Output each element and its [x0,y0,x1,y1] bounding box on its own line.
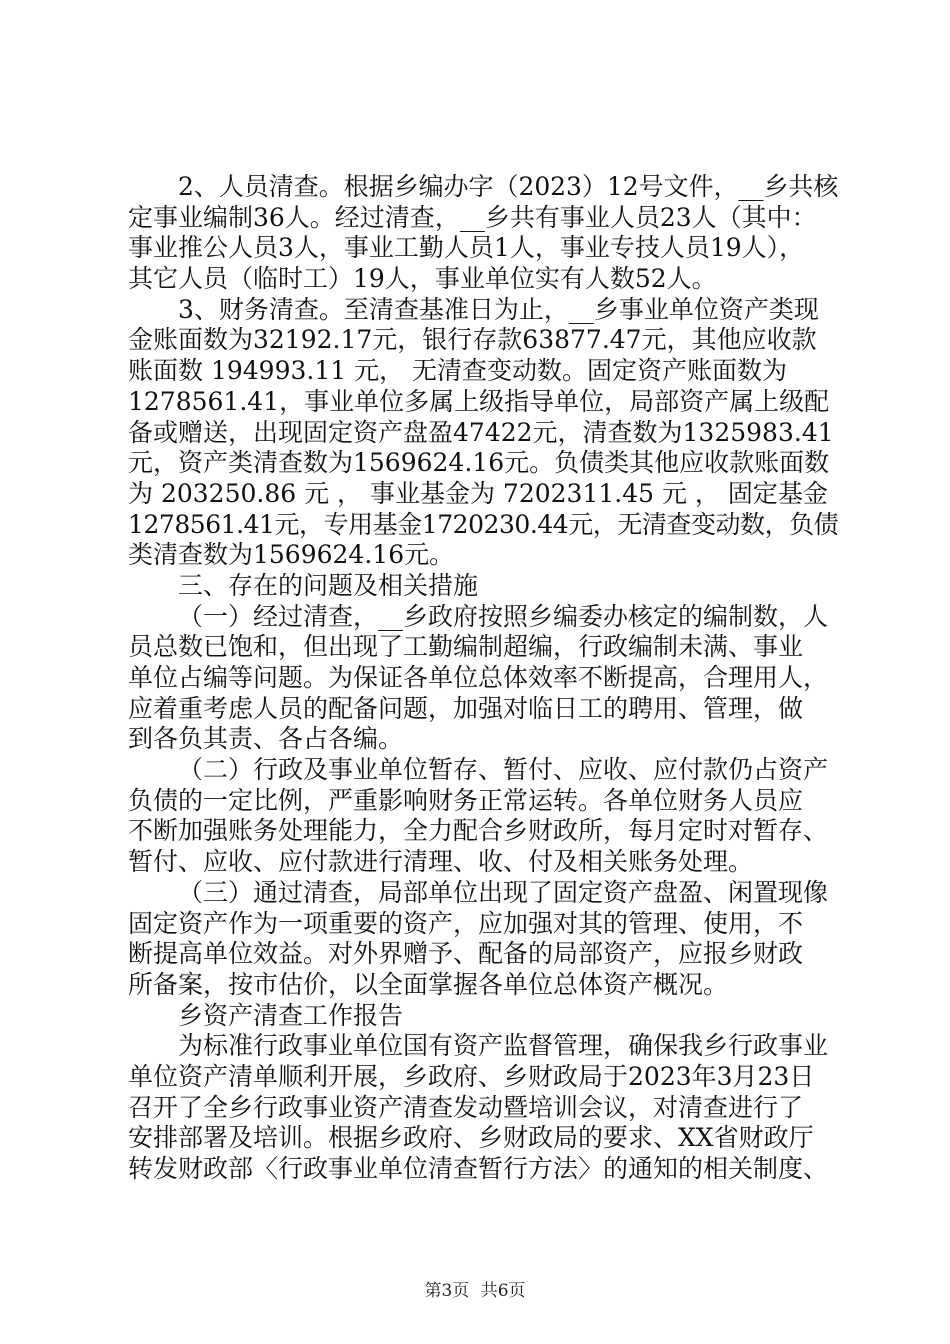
text-line: 乡资产清查工作报告 [178,1000,404,1030]
text-line: 暂付、应收、应付款进行清理、收、付及相关账务处理。 [128,847,754,877]
text-line: 不断加强账务处理能力，全力配合乡财政所，每月定时对暂存、 [128,816,829,846]
text-line: 单位资产清单顺利开展，乡政府、乡财政局于2023年3月23日 [128,1061,815,1091]
text-line: 备或赠送，出现固定资产盘盈47422元，清查数为1325983.41 [128,417,834,447]
text-line: 1278561.41，事业单位多属上级指导单位，局部资产属上级配 [128,386,830,416]
text-line: 所备案，按市估价，以全面掌握各单位总体资产概况。 [128,969,729,999]
text-line: 元，资产类清查数为1569624.16元。负债类其他应收款账面数 [128,448,830,478]
text-line: 单位占编等问题。为保证各单位总体效率不断提高，合理用人， [128,663,829,692]
text-line: 金账面数为32192.17元，银行存款63877.47元，其他应收款 [128,325,817,355]
text-line: （一）经过清查，__乡政府按照乡编委办核定的编制数，人 [178,601,829,631]
text-line: 断提高单位效益。对外界赠予、配备的局部资产，应报乡财政 [128,939,804,969]
text-line: 应着重考虑人员的配备问题，加强对临日工的聘用、管理，做 [128,693,804,723]
text-line: 安排部署及培训。根据乡政府、乡财政局的要求、XX省财政厅 [128,1123,814,1153]
text-line: 负债的一定比例，严重影响财务正常运转。各单位财务人员应 [128,785,804,815]
text-line: 员总数已饱和，但出现了工勤编制超编，行政编制未满、事业 [128,632,804,662]
page-number-current: 第3页 [424,1281,470,1301]
text-line: （二）行政及事业单位暂存、暂付、应收、应付款仍占资产 [178,755,829,785]
text-line: 事业推公人员3人，事业工勤人员1人，事业专技人员19人）， [128,233,805,263]
text-line: 类清查数为1569624.16元。 [128,540,455,570]
text-line: 定事业编制36人。经过清查，__乡共有事业人员23人（其中： [128,202,817,232]
text-line: 2、人员清查。根据乡编办字（2023）12号文件，__乡共核 [178,172,839,201]
text-line: 1278561.41元，专用基金1720230.44元，无清查变动数，负债 [128,509,839,539]
document-body [128,172,838,1185]
text-line: （三）通过清查，局部单位出现了固定资产盘盈、闲置现像 [178,877,829,907]
text-line: 3、财务清查。至清查基准日为止，__乡事业单位资产类现 [178,294,819,324]
text-line: 三、存在的问题及相关措施 [178,570,479,600]
text-line: 为 203250.86 元 ， 事业基金为 7202311.45 元 ， 固定基金 [128,478,828,508]
text-line: 固定资产作为一项重要的资产，应加强对其的管理、使用，不 [128,908,804,938]
text-line: 为标准行政事业单位国有资产监督管理，确保我乡行政事业 [178,1031,829,1061]
page-number-total: 共6页 [480,1281,526,1301]
page-footer [0,1279,950,1303]
text-line: 召开了全乡行政事业资产清查发动暨培训会议，对清查进行了 [128,1092,804,1122]
text-line: 其它人员（临时工）19人，事业单位实有人数52人。 [128,264,717,294]
text-line: 转发财政部〈行政事业单位清查暂行方法〉的通知的相关制度、 [128,1154,829,1183]
text-line: 账面数 194993.11 元， 无清查变动数。固定资产账面数为 [128,356,788,386]
text-line: 到各负其责、各占各编。 [128,724,404,754]
